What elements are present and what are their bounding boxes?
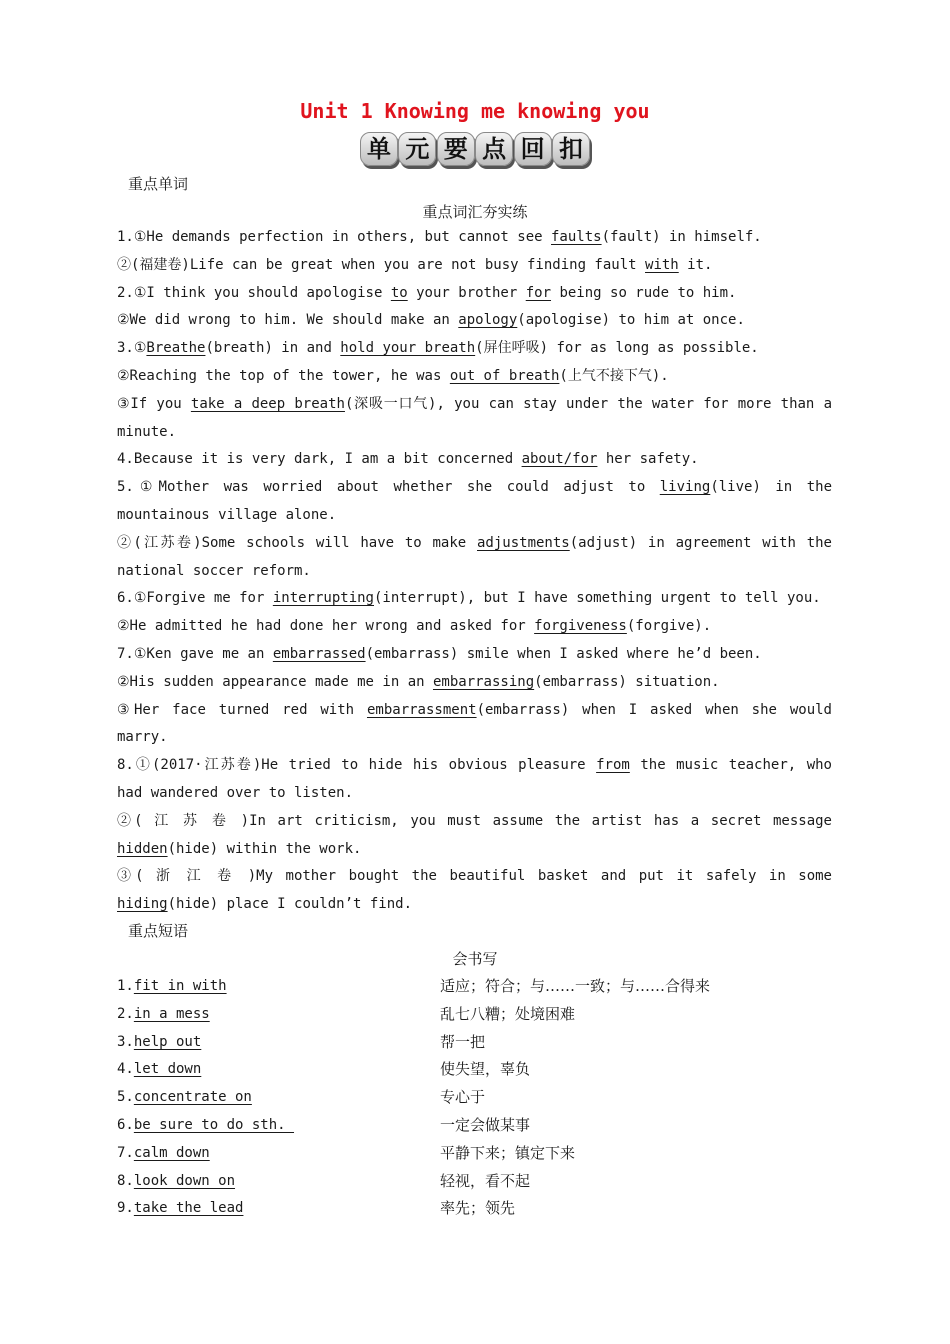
- line-text: her safety.: [597, 451, 699, 468]
- answer-blank: from: [596, 757, 630, 774]
- phrase-list: [117, 973, 837, 1223]
- exercise-line: [117, 502, 832, 530]
- exercise-line: [117, 891, 832, 919]
- phrase-number: 1.: [117, 978, 134, 994]
- answer-blank: embarrassment: [366, 701, 477, 718]
- phrase-meaning: 轻视，看不起: [440, 1171, 531, 1190]
- answer-blank: adjustments: [477, 534, 570, 551]
- section-banner: [357, 131, 593, 169]
- line-text: ②He admitted he had done her wrong and asked for: [117, 618, 535, 635]
- exercise-line: [117, 558, 832, 586]
- line-text: (上气不接下气).: [559, 367, 669, 384]
- line-text: minute.: [117, 423, 177, 440]
- answer-blank: about/for: [521, 451, 598, 468]
- line-text: 3.①: [117, 340, 147, 357]
- exercise-line: [117, 780, 832, 808]
- answer-blank: for: [525, 284, 552, 301]
- exercise-line: [117, 363, 832, 391]
- exercise-line: [117, 697, 832, 725]
- exercise-line: [117, 863, 832, 891]
- phrase-row: [117, 1195, 837, 1223]
- exercise-list: [117, 224, 832, 919]
- exercise-line: [117, 724, 832, 752]
- phrase-meaning: 率先；领先: [440, 1199, 516, 1218]
- answer-blank: interrupting: [272, 590, 374, 607]
- exercise-line: [117, 280, 832, 308]
- answer-blank: hiding: [117, 896, 168, 913]
- line-text: ③Her face turned red with: [117, 701, 367, 718]
- phrase-meaning: 使失望，辜负: [440, 1060, 531, 1079]
- answer-blank: hold your breath: [340, 340, 476, 357]
- phrase-row: [117, 1056, 837, 1084]
- phrase-row: [117, 1140, 837, 1168]
- banner-char: 元: [398, 132, 436, 166]
- line-text: marry.: [117, 729, 168, 746]
- phrase-answer: help out: [133, 1033, 202, 1050]
- line-text: ③( 浙 江 卷 )My mother bought the beautiful basket and put it safely in some: [117, 868, 832, 885]
- page-title: Unit 1 Knowing me knowing you: [300, 99, 650, 123]
- banner-char: 扣: [552, 132, 590, 166]
- line-text: ②(福建卷)Life can be great when you are not busy finding fault: [117, 256, 646, 273]
- exercise-line: [117, 419, 832, 447]
- line-text: (hide) within the work.: [167, 840, 362, 857]
- phrase-row: [117, 1029, 837, 1057]
- answer-blank: forgiveness: [534, 618, 627, 635]
- answer-blank: with: [645, 256, 679, 273]
- line-text: (fault) in himself.: [601, 229, 762, 245]
- phrase-answer: fit in with: [133, 978, 227, 994]
- phrase-answer: look down on: [133, 1172, 236, 1189]
- phrase-meaning: 专心于: [440, 1088, 486, 1107]
- phrase-number: 5.: [117, 1089, 134, 1106]
- phrase-english: [117, 1140, 440, 1168]
- exercise-line: [117, 669, 832, 697]
- phrase-number: 2.: [117, 1005, 134, 1022]
- answer-blank: faults: [551, 229, 602, 245]
- line-text: 6.①Forgive me for: [117, 590, 273, 607]
- answer-blank: embarrassed: [272, 645, 366, 662]
- line-text: national soccer reform.: [117, 562, 311, 579]
- exercise-line: [117, 335, 832, 363]
- exercise-line: [117, 641, 832, 669]
- line-text: (hide) place I couldn’t find.: [167, 896, 413, 913]
- phrase-number: 4.: [117, 1061, 134, 1078]
- answer-blank: to: [390, 284, 408, 301]
- phrase-row: [117, 1001, 837, 1029]
- exercise-line: [117, 530, 832, 558]
- phrase-answer: concentrate on: [133, 1089, 252, 1106]
- subheading-practice: 重点词汇夯实练: [422, 203, 528, 221]
- phrase-meaning: 一定会做某事: [440, 1115, 531, 1134]
- phrase-row: [117, 1084, 837, 1112]
- line-text: 1.①He demands perfection in others, but cannot see: [117, 229, 551, 245]
- phrase-english: [117, 1112, 440, 1140]
- phrase-number: 3.: [117, 1033, 134, 1050]
- phrase-answer: be sure to do sth.: [133, 1116, 295, 1133]
- section-heading-words: 重点单词: [128, 175, 189, 193]
- line-text: it.: [678, 256, 713, 273]
- line-text: ②We did wrong to him. We should make an: [117, 312, 459, 329]
- phrase-meaning: 适应；符合；与……一致；与……合得来: [440, 977, 711, 995]
- banner-char: 回: [514, 132, 552, 166]
- answer-blank: hidden: [117, 840, 168, 857]
- exercise-line: [117, 808, 832, 836]
- exercise-line: [117, 391, 832, 419]
- exercise-line: [117, 585, 832, 613]
- line-text: (embarrass) situation.: [534, 673, 720, 690]
- phrase-row: [117, 1168, 837, 1196]
- phrase-answer: take the lead: [133, 1200, 244, 1217]
- phrase-row: [117, 973, 837, 1001]
- phrase-english: [117, 1001, 440, 1029]
- line-text: your brother: [407, 284, 526, 301]
- line-text: 7.①Ken gave me an: [117, 645, 273, 662]
- phrase-english: [117, 973, 440, 1001]
- line-text: (深吸一口气), you can stay under the water for more than a: [344, 395, 832, 412]
- phrase-row: [117, 1112, 837, 1140]
- line-text: (breath) in and: [205, 340, 341, 357]
- section-heading-phrases: 重点短语: [128, 922, 189, 940]
- line-text: 5.①Mother was worried about whether she could adjust to: [117, 479, 660, 496]
- phrase-number: 8.: [117, 1172, 134, 1189]
- phrase-english: [117, 1084, 440, 1112]
- line-text: the music teacher, who: [629, 757, 832, 774]
- answer-blank: out of breath: [449, 367, 560, 384]
- line-text: (live) in the: [710, 479, 832, 496]
- phrase-number: 7.: [117, 1144, 134, 1161]
- exercise-line: [117, 836, 832, 864]
- exercise-line: [117, 307, 832, 335]
- answer-blank: take a deep breath: [190, 395, 345, 412]
- line-text: (embarrass) smile when I asked where he’d been.: [365, 645, 762, 662]
- line-text: ②Reaching the top of the tower, he was: [117, 367, 450, 384]
- exercise-line: [117, 613, 832, 641]
- line-text: ②His sudden appearance made me in an: [117, 673, 433, 690]
- banner-char: 单: [360, 132, 398, 166]
- phrase-number: 9.: [117, 1200, 134, 1217]
- exercise-line: [117, 752, 832, 780]
- line-text: (forgive).: [626, 618, 712, 635]
- banner-characters: [360, 131, 590, 167]
- line-text: ③If you: [117, 395, 191, 412]
- line-text: ②(江苏卷)Some schools will have to make: [117, 534, 477, 551]
- phrase-english: [117, 1056, 440, 1084]
- line-text: ②( 江 苏 卷 )In art criticism, you must assume the artist has a secret message: [117, 812, 832, 829]
- phrase-meaning: 帮一把: [440, 1032, 486, 1051]
- line-text: (屏住呼吸) for as long as possible.: [475, 340, 759, 357]
- phrase-meaning: 乱七八糟；处境困难: [440, 1004, 576, 1023]
- banner-char: 点: [475, 132, 513, 166]
- line-text: (embarrass) when I asked when she would: [476, 701, 832, 718]
- line-text: 2.①I think you should apologise: [117, 284, 391, 301]
- phrase-answer: in a mess: [133, 1005, 210, 1022]
- line-text: being so rude to him.: [551, 284, 737, 301]
- answer-blank: living: [659, 479, 711, 496]
- answer-blank: embarrassing: [432, 673, 535, 690]
- phrase-number: 6.: [117, 1116, 134, 1133]
- line-text: 8.①(2017·江苏卷)He tried to hide his obvious pleasure: [117, 757, 597, 774]
- subheading-write: 会书写: [452, 950, 498, 968]
- line-text: (interrupt), but I have something urgent to tell you.: [374, 590, 821, 607]
- line-text: 4.Because it is very dark, I am a bit concerned: [117, 451, 522, 468]
- exercise-line: [117, 446, 832, 474]
- banner-char: 要: [437, 132, 475, 166]
- exercise-line: [117, 252, 832, 280]
- line-text: (apologise) to him at once.: [517, 312, 745, 329]
- exercise-line: [117, 474, 832, 502]
- phrase-answer: let down: [133, 1061, 202, 1078]
- answer-blank: Breathe: [146, 340, 206, 357]
- phrase-meaning: 平静下来；镇定下来: [440, 1143, 576, 1162]
- phrase-english: [117, 1168, 440, 1196]
- phrase-english: [117, 1029, 440, 1057]
- exercise-line: [117, 224, 832, 252]
- line-text: had wandered over to listen.: [117, 784, 354, 801]
- phrase-english: [117, 1195, 440, 1223]
- answer-blank: apology: [458, 312, 518, 329]
- line-text: (adjust) in agreement with the: [569, 534, 832, 551]
- phrase-answer: calm down: [133, 1144, 210, 1161]
- line-text: mountainous village alone.: [117, 506, 337, 523]
